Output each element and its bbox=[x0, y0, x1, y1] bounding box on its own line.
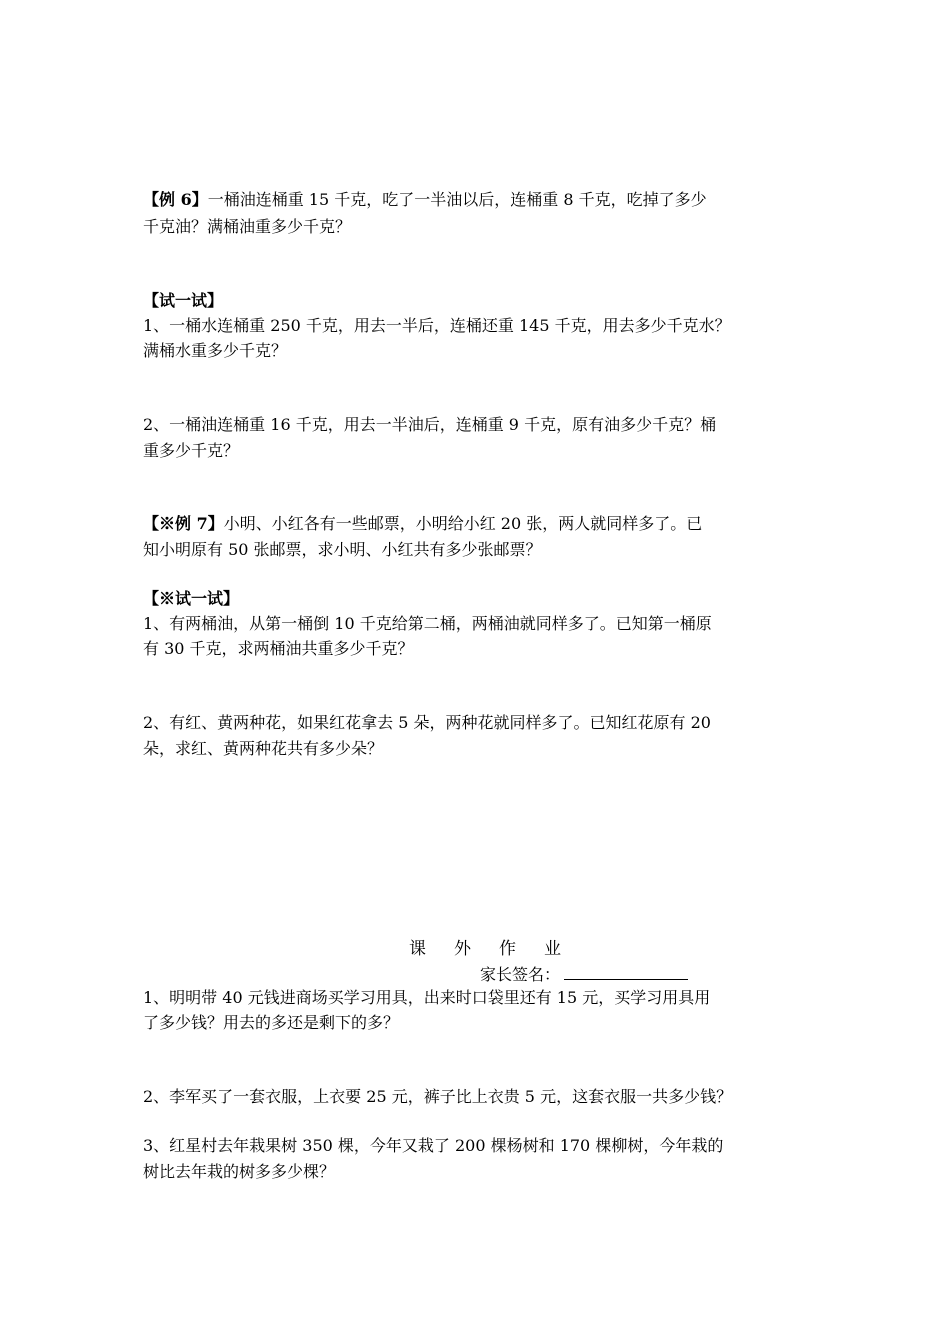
homework-title-char-3: 作 bbox=[499, 939, 516, 959]
homework-title-char-4: 业 bbox=[544, 939, 561, 959]
homework-q1-line-1: 1、明明带 40 元钱进商场买学习用具，出来时口袋里还有 15 元，买学习用具用 bbox=[143, 988, 711, 1007]
example-6-text-1: 一桶油连桶重 15 千克，吃了一半油以后，连桶重 8 千克，吃掉了多少 bbox=[207, 190, 707, 209]
homework-title bbox=[409, 937, 589, 961]
example-7-line-2: 知小明原有 50 张邮票，求小明、小红共有多少张邮票？ bbox=[143, 540, 542, 559]
example-7-label: 【※例 7】 bbox=[143, 514, 224, 533]
parent-signature-field[interactable] bbox=[564, 961, 688, 980]
homework-title-char-2: 外 bbox=[454, 939, 471, 959]
try-2-q2-line-1: 2、有红、黄两种花，如果红花拿去 5 朵，两种花就同样多了。已知红花原有 20 bbox=[143, 713, 711, 732]
example-6-label: 【例 6】 bbox=[143, 190, 208, 209]
homework-q3-line-2: 树比去年栽的树多多少棵？ bbox=[143, 1162, 336, 1181]
try-2-q1-line-1: 1、有两桶油，从第一桶倒 10 千克给第二桶，两桶油就同样多了。已知第一桶原 bbox=[143, 614, 712, 633]
try-1-q2-line-1: 2、一桶油连桶重 16 千克，用去一半油后，连桶重 9 千克，原有油多少千克？桶 bbox=[143, 415, 717, 434]
try-2-q1-line-2: 有 30 千克，求两桶油共重多少千克？ bbox=[143, 639, 414, 658]
example-6-line-2: 千克油？满桶油重多少千克？ bbox=[143, 217, 352, 236]
try-1-q1-line-2: 满桶水重多少千克？ bbox=[143, 341, 288, 360]
try-2-q2-line-2: 朵，求红、黄两种花共有多少朵？ bbox=[143, 739, 384, 758]
homework-title-char-1: 课 bbox=[409, 939, 426, 959]
parent-signature-label: 家长签名： bbox=[480, 965, 561, 984]
try-1-q2-line-2: 重多少千克？ bbox=[143, 441, 240, 460]
try-2-heading: 【※试一试】 bbox=[143, 589, 240, 608]
parent-signature-line bbox=[480, 961, 688, 987]
homework-q1-line-2: 了多少钱？用去的多还是剩下的多？ bbox=[143, 1013, 400, 1032]
try-1-heading: 【试一试】 bbox=[143, 291, 224, 310]
example-7-line-1 bbox=[143, 512, 702, 536]
example-7-text-1: 小明、小红各有一些邮票，小明给小红 20 张，两人就同样多了。已 bbox=[223, 514, 703, 533]
example-6-line-1 bbox=[143, 188, 707, 212]
homework-q2-line-1: 2、李军买了一套衣服，上衣要 25 元，裤子比上衣贵 5 元，这套衣服一共多少钱？ bbox=[143, 1087, 733, 1106]
try-1-q1-line-1: 1、一桶水连桶重 250 千克，用去一半后，连桶还重 145 千克，用去多少千克水？ bbox=[143, 316, 731, 335]
homework-q3-line-1: 3、红星村去年栽果树 350 棵，今年又栽了 200 棵杨树和 170 棵柳树，今年栽的 bbox=[143, 1136, 724, 1155]
